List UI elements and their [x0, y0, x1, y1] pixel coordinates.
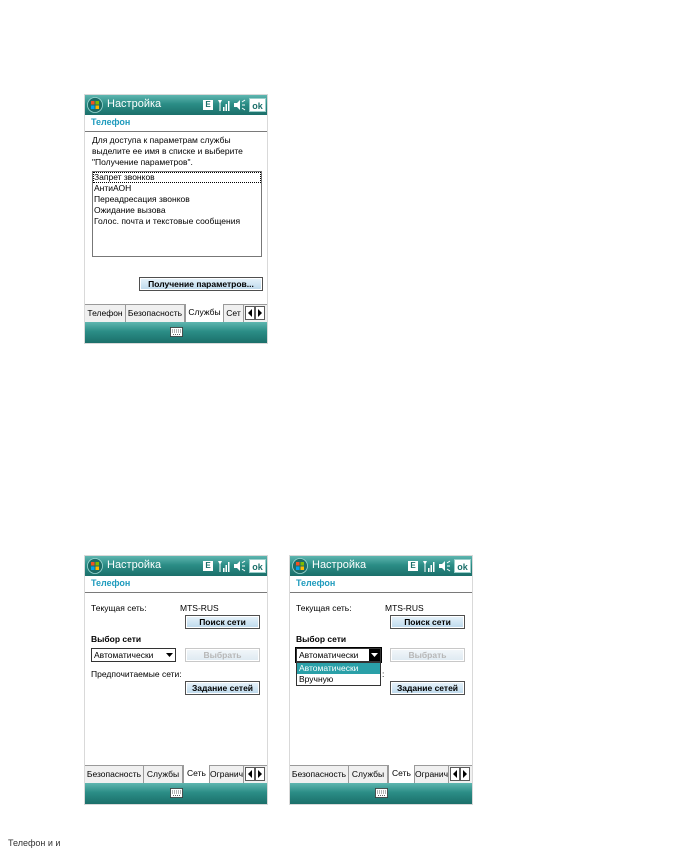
bottom-bar	[85, 322, 267, 343]
preferred-networks-label-partial: :	[382, 669, 385, 679]
tab-security[interactable]: Безопасность	[290, 766, 349, 783]
preferred-networks-label: Предпочитаемые сети:	[91, 669, 182, 679]
instructions-text: Для доступа к параметрам службы выделите ее имя в списке и выберите "Получение параметров".	[92, 135, 243, 167]
set-networks-button[interactable]: Задание сетей	[185, 681, 260, 695]
tab-services[interactable]: Службы	[185, 304, 224, 322]
tab-network[interactable]: Сет	[224, 305, 244, 322]
keyboard-icon[interactable]	[170, 788, 183, 798]
window-title: Настройка	[312, 559, 367, 571]
arrow-right-icon	[257, 770, 263, 778]
arrow-left-icon	[247, 309, 253, 317]
dropdown-option-automatic[interactable]: Автоматически	[297, 663, 380, 674]
page-title: Телефон	[91, 117, 131, 127]
ok-button[interactable]: ok	[249, 98, 266, 112]
title-bar	[290, 556, 472, 576]
tab-services[interactable]: Службы	[349, 766, 388, 783]
list-item[interactable]: Запрет звонков	[93, 172, 261, 183]
select-button[interactable]: Выбрать	[185, 648, 260, 662]
tab-bar	[290, 765, 472, 784]
tab-restrictions[interactable]: Огранич	[210, 766, 244, 783]
edge-status-icon[interactable]: E	[203, 561, 213, 571]
screen-network	[84, 555, 268, 805]
arrow-left-icon	[452, 770, 458, 778]
dropdown-option-manual[interactable]: Вручную	[299, 674, 334, 684]
page-header	[85, 115, 267, 132]
footer-text: Телефон и и	[8, 838, 61, 848]
page-title: Телефон	[296, 578, 336, 588]
tab-bar	[85, 304, 267, 323]
combo-value: Автоматически	[94, 650, 154, 660]
get-settings-button[interactable]: Получение параметров...	[139, 277, 263, 291]
tab-network[interactable]: Сеть	[183, 765, 210, 783]
page-title: Телефон	[91, 578, 131, 588]
ok-button[interactable]: ok	[454, 559, 471, 573]
windows-start-icon[interactable]	[87, 97, 103, 113]
network-selection-label: Выбор сети	[91, 634, 142, 644]
tab-scroll-left[interactable]	[450, 767, 460, 781]
select-button[interactable]: Выбрать	[390, 648, 465, 662]
network-selection-combo[interactable]	[91, 648, 176, 662]
network-selection-combo[interactable]	[296, 648, 381, 662]
windows-start-icon[interactable]	[292, 558, 308, 574]
current-network-label: Текущая сеть:	[296, 603, 352, 613]
page-header	[290, 576, 472, 593]
list-item[interactable]: Ожидание вызова	[94, 205, 166, 215]
tab-security[interactable]: Безопасность	[85, 766, 144, 783]
network-selection-label: Выбор сети	[296, 634, 347, 644]
current-network-value: MTS-RUS	[180, 603, 219, 613]
network-selection-dropdown[interactable]	[296, 662, 381, 686]
volume-icon[interactable]	[233, 559, 246, 573]
tab-scroll-right[interactable]	[255, 767, 265, 781]
current-network-value: MTS-RUS	[385, 603, 424, 613]
window-title: Настройка	[107, 559, 162, 571]
combo-value: Автоматически	[299, 650, 359, 660]
services-list[interactable]	[92, 171, 262, 257]
arrow-right-icon	[257, 309, 263, 317]
page-header	[85, 576, 267, 593]
tab-scroll-right[interactable]	[255, 306, 265, 320]
tab-security[interactable]: Безопасность	[126, 305, 185, 322]
tab-services[interactable]: Службы	[144, 766, 183, 783]
volume-icon[interactable]	[233, 98, 246, 112]
bottom-bar	[290, 783, 472, 804]
keyboard-icon[interactable]	[375, 788, 388, 798]
keyboard-icon[interactable]	[170, 327, 183, 337]
screen-services	[84, 94, 268, 344]
arrow-right-icon	[462, 770, 468, 778]
signal-icon[interactable]	[217, 559, 231, 573]
chevron-down-icon[interactable]	[164, 649, 175, 661]
chevron-down-icon[interactable]	[369, 649, 380, 661]
tab-network[interactable]: Сеть	[388, 765, 415, 783]
edge-status-icon[interactable]: E	[203, 100, 213, 110]
tab-scroll-right[interactable]	[460, 767, 470, 781]
list-item[interactable]: Переадресация звонков	[94, 194, 190, 204]
title-bar	[85, 95, 267, 115]
tab-restrictions[interactable]: Огранич	[415, 766, 449, 783]
set-networks-button[interactable]: Задание сетей	[390, 681, 465, 695]
title-bar	[85, 556, 267, 576]
tab-bar	[85, 765, 267, 784]
volume-icon[interactable]	[438, 559, 451, 573]
arrow-left-icon	[247, 770, 253, 778]
edge-status-icon[interactable]: E	[408, 561, 418, 571]
list-item[interactable]: АнтиАОН	[94, 183, 132, 193]
find-network-button[interactable]: Поиск сети	[185, 615, 260, 629]
window-title: Настройка	[107, 98, 162, 110]
tab-scroll-left[interactable]	[245, 306, 255, 320]
screen-network-dropdown	[289, 555, 473, 805]
tab-phone[interactable]: Телефон	[85, 305, 126, 322]
find-network-button[interactable]: Поиск сети	[390, 615, 465, 629]
current-network-label: Текущая сеть:	[91, 603, 147, 613]
tab-scroll-left[interactable]	[245, 767, 255, 781]
windows-start-icon[interactable]	[87, 558, 103, 574]
signal-icon[interactable]	[422, 559, 436, 573]
bottom-bar	[85, 783, 267, 804]
list-item[interactable]: Голос. почта и текстовые сообщения	[94, 216, 241, 226]
ok-button[interactable]: ok	[249, 559, 266, 573]
signal-icon[interactable]	[217, 98, 231, 112]
